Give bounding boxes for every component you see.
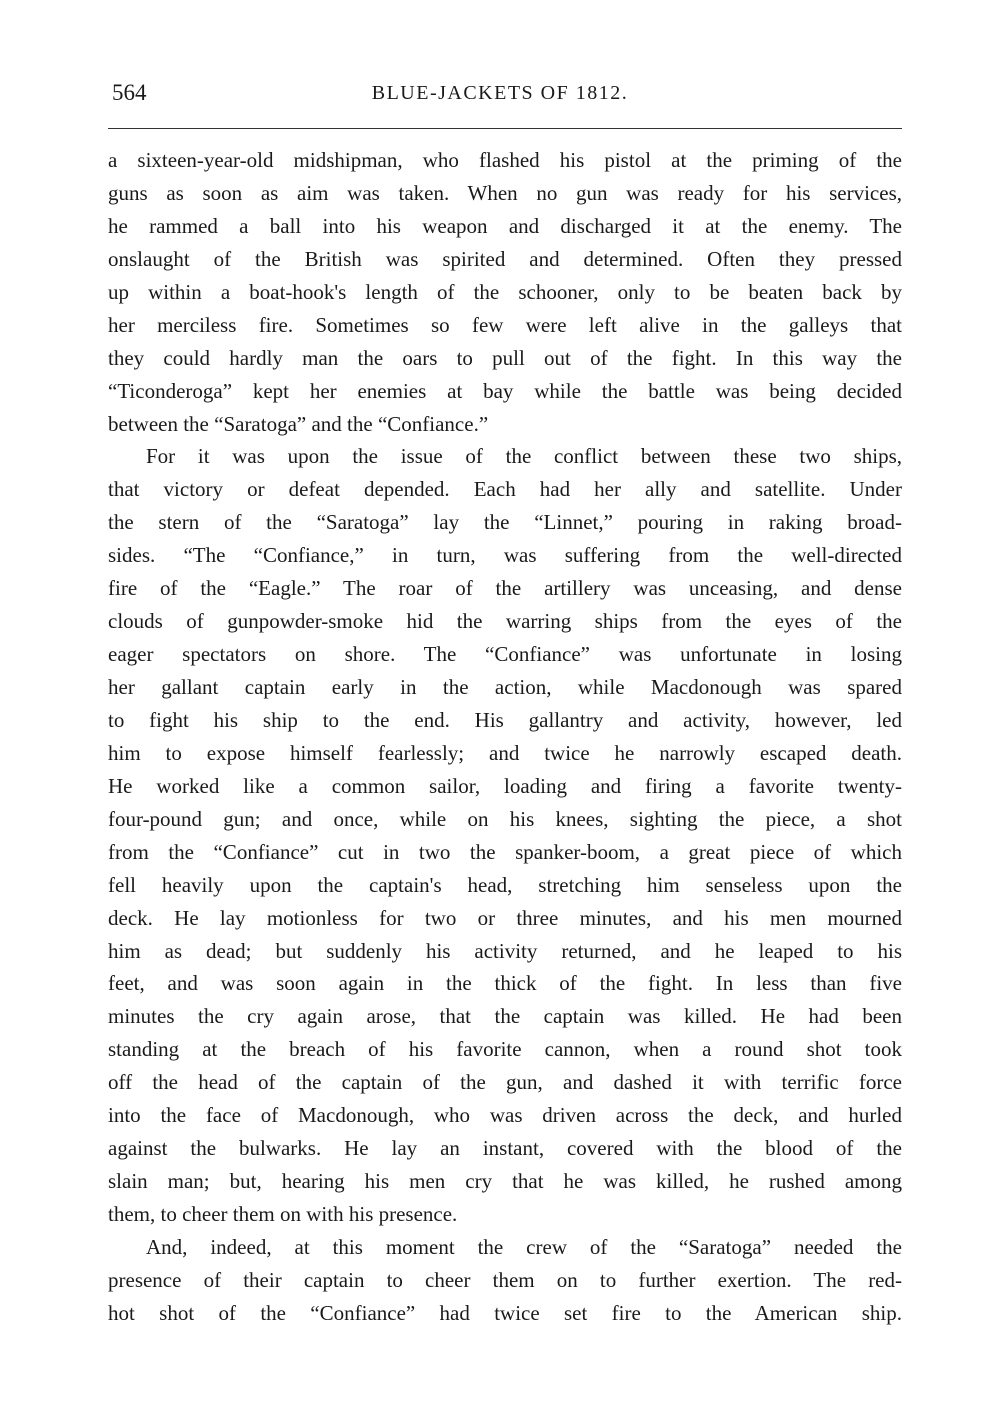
text-line: him to expose himself fearlessly; and twice he narrowly escaped death. [108,740,902,765]
text-line: eager spectators on shore. The “Confiance” was unfortunate in losing [108,642,902,667]
running-title: BLUE-JACKETS OF 1812. [371,82,629,104]
text-line: he rammed a ball into his weapon and discharged it at the enemy. The [108,213,902,238]
text-line: the stern of the “Saratoga” lay the “Linnet,” pouring in raking broad- [108,510,902,535]
text-line: fire of the “Eagle.” The roar of the artillery was unceasing, and dense [108,576,902,601]
text-line: off the head of the captain of the gun, and dashed it with terrific force [108,1070,902,1095]
text-line: they could hardly man the oars to pull out of the fight. In this way the [108,345,902,370]
page-body [108,144,902,1330]
text-line: four-pound gun; and once, while on his knees, sighting the piece, a shot [108,806,902,831]
page-number: 564 [112,80,147,105]
text-line: For it was upon the issue of the conflict between these two ships, [146,444,902,469]
text-line: sides. “The “Confiance,” in turn, was suffering from the well-directed [108,543,902,568]
text-line: that victory or defeat depended. Each had her ally and satellite. Under [108,477,902,502]
text-line: a sixteen-year-old midshipman, who flashed his pistol at the priming of the [108,148,902,172]
text-line: fell heavily upon the captain's head, stretching him senseless upon the [108,872,902,897]
text-line: between the “Saratoga” and the “Confiance.” [108,411,489,436]
text-line: up within a boat-hook's length of the schooner, only to be beaten back by [108,279,902,304]
text-line: deck. He lay motionless for two or three minutes, and his men mourned [108,905,902,930]
text-line: into the face of Macdonough, who was driven across the deck, and hurled [108,1103,902,1128]
text-line: guns as soon as aim was taken. When no gun was ready for his services, [108,180,902,205]
text-line: hot shot of the “Confiance” had twice set fire to the American ship. [108,1300,902,1325]
text-line: onslaught of the British was spirited and determined. Often they pressed [108,246,902,271]
paragraph [108,440,902,1231]
text-line: her merciless fire. Sometimes so few were left alive in the galleys that [108,312,902,337]
text-line: them, to cheer them on with his presence. [108,1202,458,1226]
text-line: And, indeed, at this moment the crew of the “Saratoga” needed the [146,1234,902,1259]
text-line: standing at the breach of his favorite cannon, when a round shot took [108,1037,902,1062]
text-line: him as dead; but suddenly his activity returned, and he leaped to his [108,938,902,963]
text-line: presence of their captain to cheer them on to further exertion. The red- [108,1267,902,1292]
text-line: against the bulwarks. He lay an instant, covered with the blood of the [108,1136,902,1161]
paragraph [108,1231,902,1330]
text-line: to fight his ship to the end. His gallantry and activity, however, led [108,707,902,732]
header-rule [108,128,902,129]
text-line: He worked like a common sailor, loading and firing a favorite twenty- [108,773,902,798]
text-line: “Ticonderoga” kept her enemies at bay while the battle was being decided [108,378,902,403]
text-line: from the “Confiance” cut in two the spanker-boom, a great piece of which [108,839,902,864]
text-line: clouds of gunpowder-smoke hid the warring ships from the eyes of the [108,609,902,634]
text-line: minutes the cry again arose, that the captain was killed. He had been [108,1004,902,1029]
text-line: feet, and was soon again in the thick of the fight. In less than five [108,971,902,996]
text-line: slain man; but, hearing his men cry that he was killed, he rushed among [108,1169,902,1194]
text-line: her gallant captain early in the action, while Macdonough was spared [108,675,902,699]
paragraph [108,144,902,440]
